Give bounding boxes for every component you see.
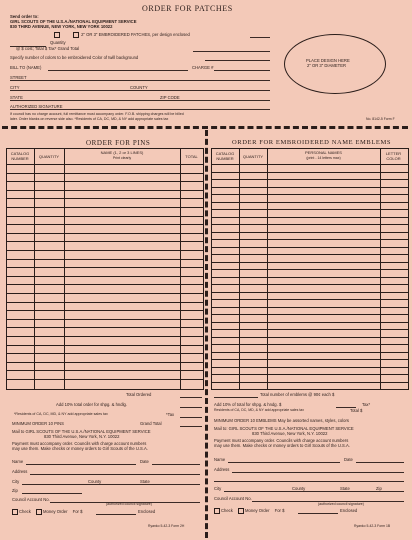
pins-check-checkbox[interactable]	[12, 509, 18, 515]
grand-total-field[interactable]	[193, 51, 270, 52]
emblems-state-label: State	[340, 486, 350, 491]
section-divider-horizontal	[2, 126, 408, 129]
emblems-row-line	[211, 367, 408, 368]
pins-row-line	[6, 310, 203, 311]
pins-row-line	[6, 319, 203, 320]
pins-tax-label: *Tax	[166, 412, 175, 417]
emblems-total-field[interactable]	[214, 397, 258, 398]
pins-col-catalog: CATALOG NUMBER	[10, 151, 30, 161]
emblems-name-label: Name	[214, 457, 226, 462]
emblems-row-line	[211, 262, 408, 263]
emblems-row-line	[211, 224, 408, 225]
pins-grand-total-field[interactable]	[180, 426, 202, 427]
pins-col-name-sub: Print clearly	[112, 156, 132, 160]
patches-address-line2: 830 THIRD AVENUE, NEW YORK, NEW YORK 10022	[10, 24, 113, 29]
pins-row-line	[6, 370, 203, 371]
pins-row-line	[6, 216, 203, 217]
patch-size-option	[54, 32, 190, 38]
emblems-city-label: City	[214, 486, 222, 491]
pins-name-field[interactable]	[26, 464, 136, 465]
emblems-row-line	[211, 187, 408, 188]
emblems-row-line	[211, 374, 408, 375]
patches-form-number: No. 8142-5 Form F	[366, 117, 395, 121]
emblems-form-number: Ryanko 5-42-3 Form 1B	[354, 524, 391, 528]
city-field[interactable]	[10, 90, 270, 91]
pins-tax-field[interactable]	[180, 417, 202, 418]
emblems-check-checkbox[interactable]	[214, 508, 220, 514]
pins-minimum: MINIMUM ORDER 10 PINS	[12, 421, 64, 426]
emblems-row-line	[211, 359, 408, 360]
emblems-col-name-sub: (print - 14 letters max)	[306, 156, 341, 160]
colors-line: Specify number of colors to be embroidered Color of twill background	[10, 55, 139, 60]
emblems-tax-note: Residents of CA, DC, MD, & NY add appropriate sales tax	[214, 408, 305, 412]
pins-col-name: NAME (1, 2 or 3 LINES)	[100, 150, 144, 155]
pins-mail-to-2: 830 Third Avenue, New York, N.Y. 10022	[44, 434, 120, 439]
pins-form-number: Ryanko 5-42-3 Form 2H	[148, 524, 185, 528]
emblems-address-field-2[interactable]	[214, 481, 404, 482]
emblems-add-shipping: Add 10% of total for shpg. & hndg. $	[214, 402, 282, 407]
pins-payment-options	[12, 509, 82, 515]
pins-col-quantity: QUANTITY	[38, 154, 60, 159]
pins-address-label: Address	[12, 469, 28, 474]
emblems-row-line	[211, 232, 408, 233]
pins-title: ORDER FOR PINS	[86, 139, 151, 147]
emblems-for-label: For $	[274, 508, 285, 514]
pins-row-line	[6, 190, 203, 191]
emblems-col-catalog: CATALOG NUMBER	[215, 151, 235, 161]
bill-to-label: BILL TO (NAME)	[10, 65, 42, 70]
pins-row-line	[6, 293, 203, 294]
pins-council-acct: Council Account No.	[12, 497, 50, 502]
pins-row-line	[6, 259, 203, 260]
pins-row-line	[6, 173, 203, 174]
pins-row-line	[6, 181, 203, 182]
emblems-city-field[interactable]	[224, 491, 404, 492]
emblems-row-line	[211, 307, 408, 308]
pins-row-line	[6, 241, 203, 242]
emblems-payment-options	[214, 508, 284, 514]
emblems-tax-label: Tax*	[362, 402, 371, 407]
emblems-row-line	[211, 284, 408, 285]
state-label: STATE	[10, 95, 23, 100]
bill-to-field[interactable]	[48, 70, 188, 71]
pins-zip-field[interactable]	[22, 493, 82, 494]
patch-option-text: 2" OR 3" EMBROIDERED PATCHES, per design enclosed	[81, 32, 190, 38]
pins-payment-1: Payment must accompany order. Councils with charge account numbers	[12, 441, 147, 446]
emblems-row-line	[211, 209, 408, 210]
emblems-name-field[interactable]	[228, 462, 340, 463]
pins-grand-total: Grand Total	[140, 421, 162, 426]
pins-row-line	[6, 302, 203, 303]
pins-header-separator	[6, 164, 203, 165]
emblems-mail-to-2: 830 Third Avenue, New York, N.Y. 10022	[252, 431, 328, 436]
pins-row-line	[6, 353, 203, 354]
pins-mail-to-1: Mail to GIRL SCOUTS OF THE U.S.A./NATIONAL EQUIPMENT SERVICE	[12, 429, 151, 434]
patches-note-2: later. Order blanks on reverse side also. *Residents of CA, DC, MD, & NY add appropriate sales tax	[10, 117, 169, 121]
street-label: STREET	[10, 75, 27, 80]
emblems-row-line	[211, 217, 408, 218]
emblems-title: ORDER FOR EMBROIDERED NAME EMBLEMS	[232, 139, 392, 146]
emblems-header-separator	[211, 164, 408, 165]
emblems-total: Total number of emblems @ 90¢ each $	[260, 392, 335, 397]
pins-row-line	[6, 345, 203, 346]
patches-note-1: If council has no charge account, full remittance must accompany order. F.O.B. shipping charges will be billed	[10, 112, 184, 116]
emblems-money-order-checkbox[interactable]	[238, 508, 244, 514]
pins-state-label: State	[140, 479, 150, 484]
zip-label: ZIP CODE	[160, 95, 180, 100]
pins-for-label: For $	[72, 509, 83, 515]
patches-address-line1: GIRL SCOUTS OF THE U.S.A./NATIONAL EQUIPMENT SERVICE	[10, 19, 137, 24]
size-2in-checkbox[interactable]	[54, 32, 60, 38]
oval-text-2: 2" OR 3" DIAMETER	[307, 63, 347, 68]
pins-city-label: City	[12, 479, 20, 484]
pins-row-line	[6, 327, 203, 328]
pins-row-line	[6, 379, 203, 380]
emblems-check-label: Check	[221, 508, 233, 514]
pins-money-order-label: Money Order	[43, 509, 68, 515]
emblems-date-label: Date	[344, 457, 353, 462]
emblems-money-order-label: Money Order	[245, 508, 270, 514]
pins-address-field[interactable]	[30, 474, 200, 475]
pins-row-line	[6, 198, 203, 199]
county-label: COUNTY	[130, 85, 148, 90]
pins-check-label: Check	[19, 509, 31, 515]
pins-date-label: Date	[140, 459, 149, 464]
pins-date-field[interactable]	[152, 464, 200, 465]
emblems-row-line	[211, 269, 408, 270]
emblems-enclosed: Enclosed	[340, 508, 358, 513]
cost-line: @ $ cost; Total $ Tax* Grand Total	[16, 46, 80, 51]
pins-row-line	[6, 250, 203, 251]
pins-total-ordered: Total Ordered	[126, 392, 152, 397]
pins-row-line	[6, 267, 203, 268]
emblems-row-line	[211, 344, 408, 345]
pins-city-field[interactable]	[22, 484, 200, 485]
pins-shipping-field[interactable]	[180, 407, 202, 408]
emblems-row-line	[211, 329, 408, 330]
pins-tax-note: *Residents of CA, DC, MD, & NY add appropriate sales tax	[14, 412, 108, 416]
pins-row-line	[6, 336, 203, 337]
pins-acct-note: (authorized council signature)	[106, 502, 152, 506]
auth-signature-field[interactable]	[10, 109, 270, 110]
emblems-county-label: County	[292, 486, 306, 491]
emblems-row-line	[211, 254, 408, 255]
emblems-acct-note: (authorized council signature)	[318, 502, 364, 506]
emblems-mail-to-1: Mail to: GIRL SCOUTS OF THE U.S.A./NATIONAL EQUIPMENT SERVICE	[214, 426, 354, 431]
pins-county-label: County	[88, 479, 102, 484]
emblems-payment-2: may use them. Make checks or money orders to Girl Scouts of the U.S.A.	[214, 443, 350, 448]
emblems-zip-label: Zip	[376, 486, 382, 491]
section-divider-vertical	[205, 130, 208, 538]
pins-row-line	[6, 233, 203, 234]
emblems-row-line	[211, 179, 408, 180]
pins-col-total: TOTAL	[185, 154, 198, 159]
pins-zip-label: Zip	[12, 488, 18, 493]
pins-row-line	[6, 224, 203, 225]
twill-color-field[interactable]	[205, 60, 270, 61]
emblems-col-quantity: QUANTITY	[242, 154, 264, 159]
emblems-address-field[interactable]	[232, 472, 404, 473]
emblems-payment-1: Payment must accompany order. Councils with charge account numbers	[214, 438, 349, 443]
emblems-row-line	[211, 247, 408, 248]
emblems-row-line	[211, 322, 408, 323]
emblems-row-line	[211, 202, 408, 203]
emblems-row-line	[211, 194, 408, 195]
emblems-col-name: PERSONAL NAMES	[305, 150, 342, 155]
state-zip-field[interactable]	[10, 100, 270, 101]
emblems-total-label: Total $	[350, 408, 363, 413]
quantity-label: Quantity	[50, 40, 66, 45]
pins-payment-2: may use them. Make checks or money orders to Girl Scouts of the U.S.A.	[12, 446, 148, 451]
emblems-minimum: MINIMUM ORDER 10 EMBLEMS May be assorted names, styles, colors	[214, 418, 349, 423]
emblems-row-line	[211, 382, 408, 383]
emblems-amount-field[interactable]	[298, 513, 338, 514]
pins-add-shipping: Add 10% total order for shpg. & hndlg.	[56, 402, 127, 407]
size-3in-checkbox[interactable]	[73, 32, 79, 38]
charge-label: CHARGE #	[192, 65, 214, 70]
emblems-col-letter: LETTER COLOR	[385, 151, 402, 161]
patches-title: ORDER FOR PATCHES	[142, 4, 233, 13]
pins-amount-field[interactable]	[96, 514, 136, 515]
send-order-label: Send order to:	[10, 14, 39, 19]
emblems-address-label: Address	[214, 467, 230, 472]
pins-money-order-checkbox[interactable]	[36, 509, 42, 515]
pins-row-line	[6, 362, 203, 363]
emblems-row-line	[211, 352, 408, 353]
emblems-row-line	[211, 299, 408, 300]
pins-row-line	[6, 276, 203, 277]
pins-enclosed: Enclosed	[138, 509, 156, 514]
auth-signature-label: AUTHORIZED SIGNATURE	[10, 104, 63, 109]
emblems-row-line	[211, 337, 408, 338]
charge-field[interactable]	[214, 70, 270, 71]
emblems-row-line	[211, 172, 408, 173]
city-label: CITY	[10, 85, 20, 90]
pins-row-line	[6, 284, 203, 285]
emblems-council-acct: Council Account No.	[214, 496, 252, 501]
pins-name-label: Name	[12, 459, 24, 464]
emblems-row-line	[211, 277, 408, 278]
pins-row-line	[6, 207, 203, 208]
emblems-row-line	[211, 239, 408, 240]
emblems-date-field[interactable]	[356, 462, 404, 463]
emblems-row-line	[211, 314, 408, 315]
patch-option-underline	[250, 37, 270, 38]
oval-text-1: PLACE DESIGN HERE	[306, 58, 350, 63]
pins-total-ordered-field[interactable]	[180, 397, 202, 398]
street-field[interactable]	[10, 80, 270, 81]
emblems-row-line	[211, 292, 408, 293]
